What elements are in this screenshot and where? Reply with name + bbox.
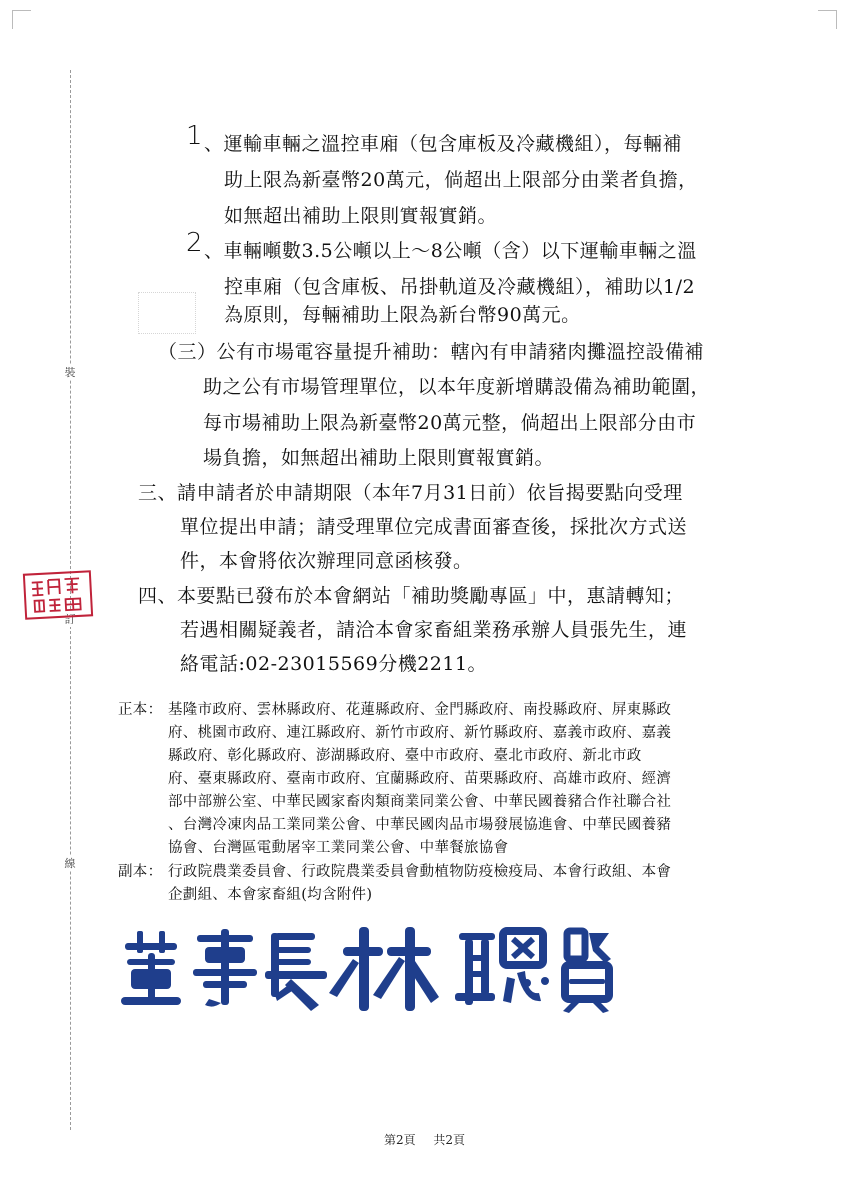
binding-mark-bottom: 線 (64, 857, 76, 870)
distribution-copy-line: 行政院農業委員會、行政院農業委員會動植物防疫檢疫局、本會行政組、本會 (168, 864, 672, 880)
distribution-copy-line: 企劃組、本會家畜組(均含附件) (168, 887, 373, 903)
item-1-line-3: 如無超出補助上限則實報實銷。 (224, 205, 498, 227)
scan-artifact (138, 292, 196, 334)
item-2-line-2: 控車廂（包含庫板、吊掛軌道及冷藏機組），補助以1/2 (224, 276, 696, 298)
item-2-line-1: 、車輛噸數3.5公噸以上～8公噸（含）以下運輸車輛之溫 (204, 240, 697, 262)
binding-mark-top: 裝 (64, 366, 76, 379)
item-3-line-1: （三）公有市場電容量提升補助：轄內有申請豬肉攤溫控設備補 (158, 341, 705, 363)
item-2-number: 2 (186, 228, 204, 258)
section-4-line-1: 四、本要點已發布於本會網站「補助獎勵專區」中，惠請轉知； (138, 585, 685, 607)
registration-mark (12, 10, 31, 29)
item-1-line-1: 、運輸車輛之溫控車廂（包含庫板及冷藏機組），每輛補 (204, 133, 683, 155)
item-3-line-3: 每市場補助上限為新臺幣20萬元整，倘超出上限部分由市 (203, 412, 697, 434)
received-seal-stamp (23, 570, 93, 619)
distribution-main-line: 協會、台灣區電動屠宰工業同業公會、中華餐旅協會 (168, 840, 509, 856)
section-3-line-2: 單位提出申請；請受理單位完成書面審查後，採批次方式送 (180, 516, 688, 538)
distribution-main-line: 縣政府、彰化縣政府、澎湖縣政府、臺中市政府、臺北市政府、新北市政 (168, 748, 642, 764)
section-3-line-3: 件，本會將依次辦理同意函核發。 (180, 550, 473, 572)
distribution-main-line: 、台灣冷凍肉品工業同業公會、中華民國肉品市場發展協進會、中華民國養豬 (168, 817, 672, 833)
item-3-line-2: 助之公有市場管理單位，以本年度新增購設備為補助範圍， (203, 376, 711, 398)
page-number: 第2頁 (384, 1133, 416, 1147)
section-4-line-3: 絡電話:02-23015569分機2211。 (180, 653, 488, 675)
registration-mark (818, 10, 837, 29)
item-1-number: 1 (186, 121, 204, 151)
distribution-main-label: 正本： (118, 702, 163, 718)
item-1-line-2: 助上限為新臺幣20萬元，倘超出上限部分由業者負擔， (224, 169, 698, 191)
item-2-line-3: 為原則，每輛補助上限為新台幣90萬元。 (224, 304, 581, 326)
distribution-copy-label: 副本： (118, 864, 163, 880)
page-footer (0, 1131, 849, 1148)
distribution-main-line: 府、臺東縣政府、臺南市政府、宜蘭縣政府、苗栗縣政府、高雄市政府、經濟 (168, 771, 672, 787)
item-3-line-4: 場負擔，如無超出補助上限則實報實銷。 (203, 447, 555, 469)
section-3-line-1: 三、請申請者於申請期限（本年7月31日前）依旨揭要點向受理 (138, 482, 683, 504)
distribution-main-line: 基隆市政府、雲林縣政府、花蓮縣政府、金門縣政府、南投縣政府、屏東縣政 (168, 702, 672, 718)
page-total: 共2頁 (433, 1133, 465, 1147)
section-4-line-2: 若遇相關疑義者，請洽本會家畜組業務承辦人員張先生，連 (180, 619, 688, 641)
binding-mark-middle: 訂 (64, 613, 76, 626)
distribution-main-line: 府、桃園市政府、連江縣政府、新竹市政府、新竹縣政府、嘉義市政府、嘉義 (168, 725, 672, 741)
chairman-signature (115, 925, 615, 1013)
distribution-main-line: 部中部辦公室、中華民國家畜肉類商業同業公會、中華民國養豬合作社聯合社 (168, 794, 672, 810)
